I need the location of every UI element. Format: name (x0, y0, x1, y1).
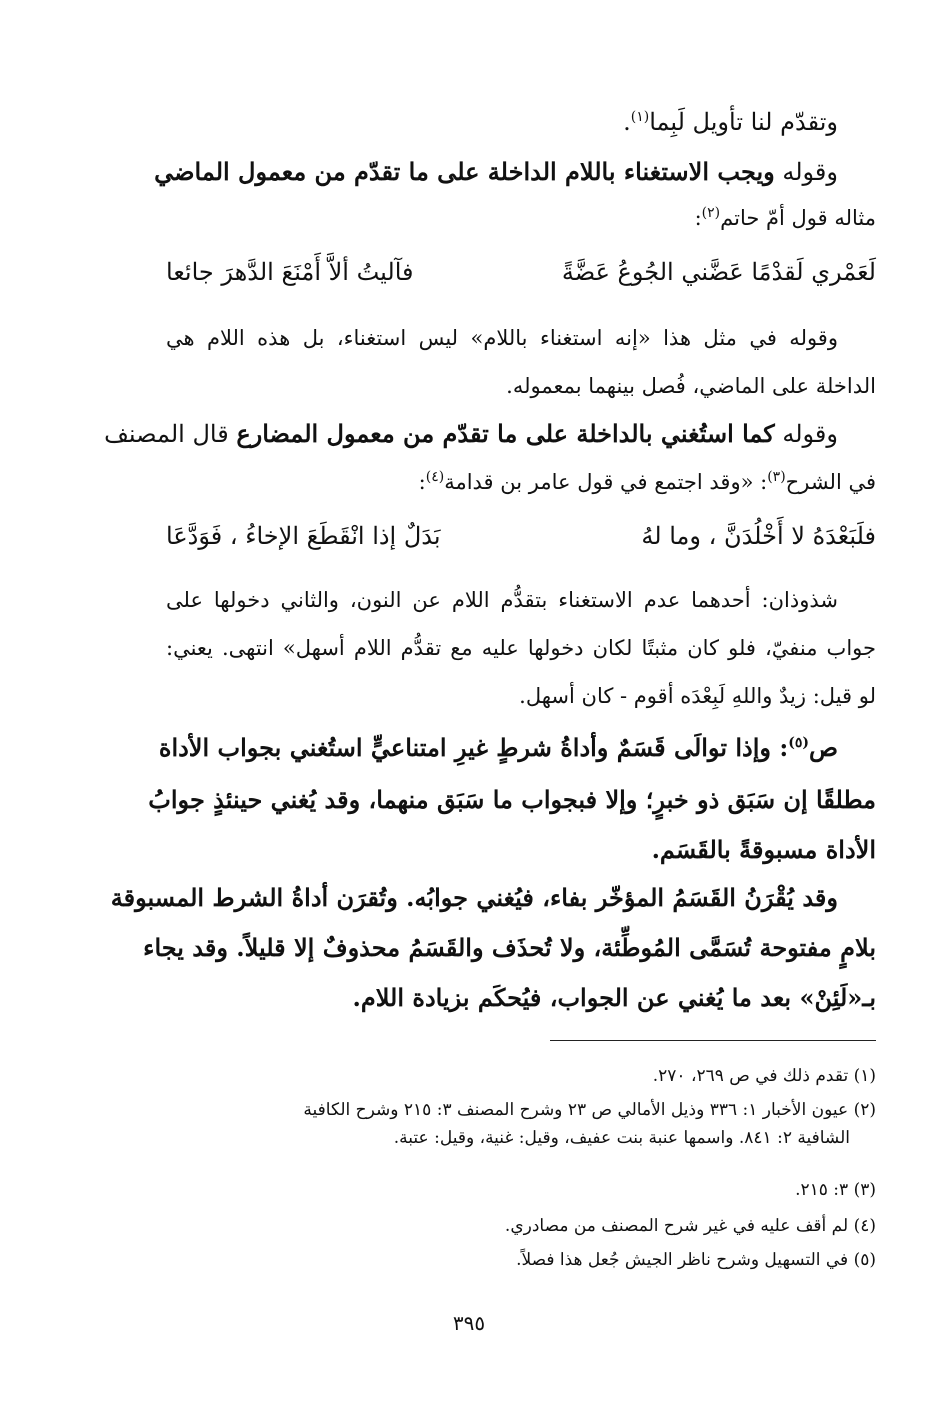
footnote-4: (٤) لم أقف عليه في غير شرح المصنف من مصادري. (504, 1216, 876, 1236)
line-middle: : «وقد اجتمع في قول عامر بن قدامة (444, 470, 768, 494)
line-text: بـ«لَئِنْ» بعد ما يُغني عن الجواب، فيُحكَم بزيادة اللام. (352, 983, 876, 1012)
page-number: ٣٩٥ (452, 1311, 486, 1335)
body-line-5 (166, 366, 876, 406)
body-line-15 (143, 928, 876, 968)
line-text: وقوله في مثل هذا «إنه استغناء باللام» ليس استغناء، بل هذه اللام هي (166, 326, 838, 350)
footnote-ref: (٢) (701, 205, 721, 221)
body-line-3 (166, 198, 876, 238)
body-line-7 (166, 462, 876, 502)
body-line-6 (104, 414, 876, 454)
line-text: جواب منفيّ، فلو كان مثبتًا لكان دخولها عليه مع تقدُّم اللام أسهل» انتهى. يعني: (166, 636, 876, 660)
line-text: الأداة مسبوقةً بالقَسَم. (651, 835, 876, 864)
footnote-3: (٣) ٣: ٢١٥. (795, 1180, 876, 1200)
verse-first-hemistich: لَعَمْري لَقدْمًا عَضَّني الجُوعُ عَضَّةً (561, 258, 876, 286)
footnote-5: (٥) في التسهيل وشرح ناظر الجيش جُعل هذا فصلاً. (516, 1250, 876, 1270)
line-text: الداخلة على الماضي، فُصل بينهما بمعموله. (506, 374, 876, 398)
line-text: مثاله قول أمّ حاتم (720, 206, 876, 230)
body-line-8 (166, 580, 876, 620)
body-line-10 (166, 676, 876, 716)
footnote-ref: (٥) (788, 735, 809, 751)
footnote-2: (٢) عيون الأخبار ١: ٣٣٦ وذيل الأمالي ص ٢٣ وشرح المصنف ٣: ٢١٥ وشرح الكافية (303, 1100, 876, 1120)
footnote-ref: (٣) (767, 469, 786, 485)
verse-1 (166, 250, 876, 294)
body-line-12 (148, 780, 876, 820)
quoted-text-bold: كما استُغني بالداخلة على ما تقدّم من معمول المضارع (236, 419, 775, 448)
body-line-4 (166, 318, 876, 358)
section-marker: ص (808, 733, 838, 762)
body-line-2 (154, 152, 876, 192)
line-text: بلامٍ مفتوحة تُسَمَّى المُوطِّئة، ولا تُحذَف والقَسَمُ محذوفٌ إلا قليلاً. وقد يجاء (143, 933, 876, 962)
line-prefix: وقوله (774, 420, 838, 448)
line-text: لو قيل: زيدٌ واللهِ لَبِعْدَه أقوم - كان أسهل. (519, 684, 876, 708)
body-line-14 (110, 878, 876, 918)
body-line-16 (166, 978, 876, 1018)
verse-second-hemistich: بَدَلٌ إذا انْقَطَعَ الإخاءُ ، فَوَدَّعَا (166, 522, 441, 550)
verse-second-hemistich: فآليتُ ألاَّ أَمْنَعَ الدَّهرَ جائعا (166, 258, 414, 286)
line-text: وتقدّم لنا تأويل لَبِما (649, 108, 838, 136)
footnote-ref: (٤) (425, 469, 445, 485)
body-line-1 (166, 102, 876, 142)
footnote-2-continued: الشافية ٢: ٨٤١. واسمها عنبة بنت عفيف، وقيل: غنية، وقيل: عتبة. (393, 1128, 850, 1148)
body-line-9 (166, 628, 876, 668)
line-text: شذوذان: أحدهما عدم الاستغناء بتقدُّم اللام عن النون، والثاني دخولها على (166, 588, 838, 612)
line-text: وقد يُقْرَنُ القَسَمُ المؤخّر بفاء، فيُغني جوابُه. وتُقرَن أداةُ الشرط المسبوقة (110, 883, 838, 912)
body-line-11 (158, 728, 876, 768)
quoted-text-bold: ويجب الاستغناء باللام الداخلة على ما تقدّم من معمول الماضي (154, 157, 775, 186)
verse-2 (166, 514, 876, 558)
footnote-ref: (١) (630, 109, 650, 125)
line-tail: . (623, 108, 631, 136)
line-prefix: وقوله (774, 158, 838, 186)
body-line-13 (166, 830, 876, 870)
line-tail: : (418, 470, 426, 494)
footnote-1: (١) تقدم ذلك في ص ٢٦٩، ٢٧٠. (652, 1066, 876, 1086)
verse-first-hemistich: فلَبَعْدَهُ لا أَخْلُدَنَّ ، وما لهُ (641, 522, 876, 550)
footnote-separator (550, 1040, 876, 1041)
line-text: : وإذا توالَى قَسَمٌ وأداةُ شرطٍ غيرِ امتناعيٍّ استُغني بجواب الأداة (158, 733, 789, 762)
line-text: مطلقًا إن سَبَق ذو خبرٍ؛ وإلا فبجواب ما سَبَق منهما، وقد يُغني حينئذٍ جوابُ (148, 785, 876, 814)
line-tail: : (694, 206, 702, 230)
line-text: في الشرح (785, 470, 876, 494)
line-suffix: قال المصنف (104, 420, 237, 448)
